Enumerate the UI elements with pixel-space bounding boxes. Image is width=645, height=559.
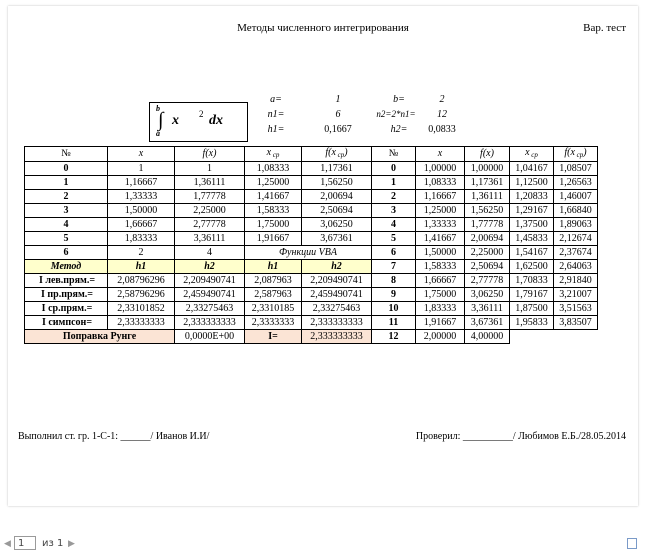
method-value: 2,333333333 (302, 316, 372, 330)
value-cell: 1 (372, 176, 416, 190)
value-cell: 3,36111 (465, 302, 510, 316)
value-cell: 2,50694 (465, 260, 510, 274)
prev-page-icon[interactable]: ◀ (4, 539, 11, 549)
integrand-power: 2 (199, 109, 204, 119)
document-title: Методы численного интегрирования (237, 22, 409, 34)
value-cell: 3,67361 (465, 316, 510, 330)
value-cell: 3,36111 (175, 232, 245, 246)
value-cell: 1,70833 (510, 274, 554, 288)
value-cell: 1,33333 (416, 218, 465, 232)
value-cell: 1,12500 (510, 176, 554, 190)
integration-table (24, 146, 598, 344)
method-value: 2,33101852 (108, 302, 175, 316)
value-cell: 4,00000 (465, 330, 510, 344)
value-cell: 12 (372, 330, 416, 344)
value-cell: 5 (25, 232, 108, 246)
value-cell: 9 (372, 288, 416, 302)
method-value: 2,209490741 (175, 274, 245, 288)
header-subscript: ср (335, 151, 345, 159)
header-text: f(x (325, 147, 336, 158)
table-row (25, 190, 598, 204)
value-cell: 2,77778 (465, 274, 510, 288)
method-value: 2,58796296 (108, 288, 175, 302)
param-n1-label: n1= (267, 109, 285, 120)
integrand-dx: dx (209, 113, 223, 128)
param-a-value: 1 (335, 94, 341, 105)
page-count-label: из 1 (42, 538, 64, 549)
value-cell: 2,50694 (302, 204, 372, 218)
method-header-cell: h1 (245, 260, 302, 274)
value-cell: 2,00000 (416, 330, 465, 344)
value-cell: 1,08333 (416, 176, 465, 190)
header-cell: f(x $_{ср}$) (554, 147, 598, 162)
table-row (25, 176, 598, 190)
value-cell: 1,25000 (416, 204, 465, 218)
method-header-cell: Метод (25, 260, 108, 274)
param-h1-label: h1= (267, 124, 285, 135)
value-cell: 1 (108, 162, 175, 176)
result-value: 2,333333333 (302, 330, 372, 344)
method-label: I ср.прям.= (25, 302, 108, 316)
empty-cell (554, 330, 598, 344)
variant-label: Вар. тест (583, 22, 626, 34)
table-row (25, 260, 598, 274)
value-cell: 1,33333 (108, 190, 175, 204)
table-row (25, 302, 598, 316)
header-subscript: ср (574, 151, 584, 159)
integrand-variable: x (172, 113, 179, 128)
value-cell: 3,06250 (465, 288, 510, 302)
method-value: 2,587963 (245, 288, 302, 302)
method-value: 2,209490741 (302, 274, 372, 288)
method-value: 2,08796296 (108, 274, 175, 288)
method-value: 2,3333333 (245, 316, 302, 330)
runge-label: Поправка Рунге (25, 330, 175, 344)
method-value: 2,33275463 (175, 302, 245, 316)
value-cell: 3,83507 (554, 316, 598, 330)
value-cell: 3,06250 (302, 218, 372, 232)
value-cell: 2,25000 (465, 246, 510, 260)
header-text: x (266, 147, 272, 158)
value-cell: 1,87500 (510, 302, 554, 316)
value-cell: 1,04167 (510, 162, 554, 176)
value-cell: 1,50000 (416, 246, 465, 260)
value-cell: 2,37674 (554, 246, 598, 260)
value-cell: 1,00000 (416, 162, 465, 176)
value-cell: 2,12674 (554, 232, 598, 246)
value-cell: 1,83333 (108, 232, 175, 246)
param-h2-label: h2= (390, 124, 408, 135)
value-cell: 7 (372, 260, 416, 274)
value-cell: 1,00000 (465, 162, 510, 176)
header-cell: x (416, 147, 465, 162)
value-cell: 1,08507 (554, 162, 598, 176)
value-cell: 4 (25, 218, 108, 232)
value-cell: 1,56250 (302, 176, 372, 190)
value-cell: 1,46007 (554, 190, 598, 204)
value-cell: 1,56250 (465, 204, 510, 218)
method-label: I лев.прям.= (25, 274, 108, 288)
performer-signature-line: Выполнил ст. гр. 1-С-1: ______/ Иванов И.И/ (18, 431, 210, 442)
value-cell: 2 (108, 246, 175, 260)
value-cell: 1,66840 (554, 204, 598, 218)
param-n2-value: 12 (437, 109, 447, 120)
value-cell: 1,20833 (510, 190, 554, 204)
runge-value: 0,0000E+00 (175, 330, 245, 344)
value-cell: 1,16667 (108, 176, 175, 190)
table-row (25, 274, 598, 288)
header-text: x (525, 147, 530, 158)
value-cell: 4 (372, 218, 416, 232)
param-n2-label: n2=2*n1= (376, 109, 416, 119)
table-row (25, 218, 598, 232)
integral-formula (149, 102, 248, 142)
value-cell: 1,37500 (510, 218, 554, 232)
method-label: I пр.прям.= (25, 288, 108, 302)
value-cell: 0 (372, 162, 416, 176)
vba-label: Функции VBA (245, 246, 372, 260)
value-cell: 1,91667 (416, 316, 465, 330)
table-row (25, 162, 598, 176)
report-page (8, 6, 638, 506)
value-cell: 1,08333 (245, 162, 302, 176)
param-h2-value: 0,0833 (428, 124, 456, 135)
method-value: 2,3310185 (245, 302, 302, 316)
table-row (25, 330, 598, 344)
value-cell: 1,66667 (108, 218, 175, 232)
table-row (25, 316, 598, 330)
page-navigator (0, 535, 645, 555)
value-cell: 1,17361 (465, 176, 510, 190)
value-cell: 1,41667 (245, 190, 302, 204)
table-header-row (25, 147, 598, 162)
method-header-cell: h2 (302, 260, 372, 274)
value-cell: 1,36111 (465, 190, 510, 204)
value-cell: 1,50000 (108, 204, 175, 218)
value-cell: 1,29167 (510, 204, 554, 218)
method-header-cell: h1 (108, 260, 175, 274)
value-cell: 1,66667 (416, 274, 465, 288)
value-cell: 2,00694 (465, 232, 510, 246)
value-cell: 2 (25, 190, 108, 204)
value-cell: 1,45833 (510, 232, 554, 246)
value-cell: 2,25000 (175, 204, 245, 218)
page-number-input[interactable]: 1 (14, 536, 36, 550)
integral-lower-limit: a (156, 129, 160, 138)
value-cell: 1,75000 (416, 288, 465, 302)
value-cell: 0 (25, 162, 108, 176)
value-cell: 1,25000 (245, 176, 302, 190)
value-cell: 6 (372, 246, 416, 260)
value-cell: 1,36111 (175, 176, 245, 190)
value-cell: 1,83333 (416, 302, 465, 316)
param-b-value: 2 (439, 94, 445, 105)
value-cell: 1,91667 (245, 232, 302, 246)
table-row (25, 288, 598, 302)
param-a-label: a= (270, 94, 282, 105)
value-cell: 1,54167 (510, 246, 554, 260)
value-cell: 1,58333 (245, 204, 302, 218)
header-cell: f(x) (465, 147, 510, 162)
value-cell: 8 (372, 274, 416, 288)
value-cell: 1,26563 (554, 176, 598, 190)
value-cell: 3 (372, 204, 416, 218)
value-cell: 2,64063 (554, 260, 598, 274)
value-cell: 6 (25, 246, 108, 260)
header-cell: № (25, 147, 108, 162)
header-cell (245, 147, 302, 162)
next-page-icon[interactable]: ▶ (68, 539, 75, 549)
value-cell: 1,16667 (416, 190, 465, 204)
value-cell: 1,77778 (175, 190, 245, 204)
header-subscript: ср (529, 151, 538, 159)
value-cell: 1,17361 (302, 162, 372, 176)
page-view-icon[interactable] (627, 538, 637, 549)
value-cell: 1 (25, 176, 108, 190)
value-cell: 1 (175, 162, 245, 176)
value-cell: 2 (372, 190, 416, 204)
value-cell: 10 (372, 302, 416, 316)
header-cell: № (372, 147, 416, 162)
header-cell (510, 147, 554, 162)
table-row (25, 204, 598, 218)
table-row (25, 232, 598, 246)
param-b-label: b= (393, 94, 405, 105)
value-cell: 3,21007 (554, 288, 598, 302)
method-value: 2,459490741 (302, 288, 372, 302)
header-cell: f(x $_{ср}$) (302, 147, 372, 162)
method-label: I симпсон= (25, 316, 108, 330)
value-cell: 1,95833 (510, 316, 554, 330)
method-value: 2,459490741 (175, 288, 245, 302)
value-cell: 3,67361 (302, 232, 372, 246)
integral-upper-limit: b (156, 104, 160, 113)
method-value: 2,333333333 (175, 316, 245, 330)
value-cell: 2,91840 (554, 274, 598, 288)
method-header-cell: h2 (175, 260, 245, 274)
value-cell: 1,62500 (510, 260, 554, 274)
value-cell: 2,77778 (175, 218, 245, 232)
value-cell: 11 (372, 316, 416, 330)
value-cell: 1,89063 (554, 218, 598, 232)
param-h1-value: 0,1667 (324, 124, 352, 135)
method-value: 2,087963 (245, 274, 302, 288)
checker-signature-line: Проверил: __________/ Любимов Е.Б./28.05.2014 (415, 431, 626, 442)
header-cell: f(x) (175, 147, 245, 162)
value-cell: 3,51563 (554, 302, 598, 316)
method-value: 2,33275463 (302, 302, 372, 316)
value-cell: 3 (25, 204, 108, 218)
result-label: I= (245, 330, 302, 344)
value-cell: 1,75000 (245, 218, 302, 232)
value-cell: 1,41667 (416, 232, 465, 246)
integral-sign: ∫ (158, 109, 164, 131)
header-subscript: ср (271, 151, 280, 159)
header-text: f(x (564, 147, 575, 158)
value-cell: 1,77778 (465, 218, 510, 232)
empty-cell (510, 330, 554, 344)
value-cell: 1,58333 (416, 260, 465, 274)
header-cell: x (108, 147, 175, 162)
method-value: 2,33333333 (108, 316, 175, 330)
param-n1-value: 6 (335, 109, 341, 120)
value-cell: 5 (372, 232, 416, 246)
value-cell: 2,00694 (302, 190, 372, 204)
value-cell: 4 (175, 246, 245, 260)
value-cell: 1,79167 (510, 288, 554, 302)
table-row (25, 246, 598, 260)
